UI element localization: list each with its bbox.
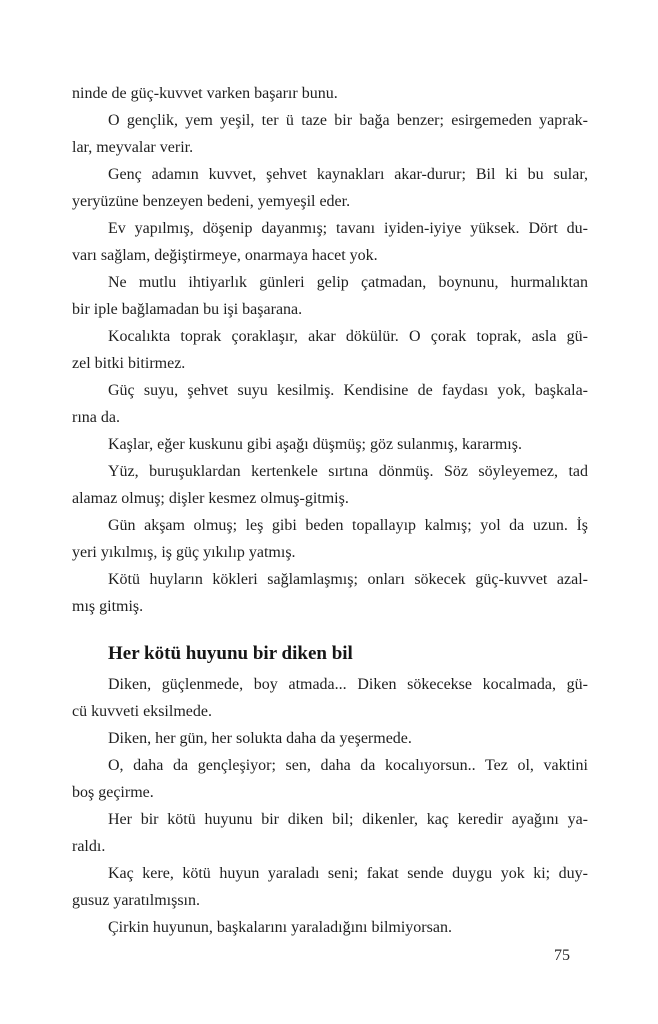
paragraph xyxy=(72,161,588,215)
text-line: varı sağlam, değiştirmeye, onarmaya hacet yok. xyxy=(72,247,378,264)
text-line: gusuz yaratılmışsın. xyxy=(72,892,200,909)
text-line: alamaz olmuş; dişler kesmez olmuş-gitmiş. xyxy=(72,490,349,507)
paragraph xyxy=(72,752,588,806)
text-line: Genç adamın kuvvet, şehvet kaynakları akar-durur; Bil ki bu sular, xyxy=(108,166,588,183)
text-line: lar, meyvalar verir. xyxy=(72,139,194,156)
text-line: O gençlik, yem yeşil, ter ü taze bir bağa benzer; esirgemeden yaprak- xyxy=(108,112,588,129)
text-line: cü kuvveti eksilmede. xyxy=(72,703,212,720)
text-line: Gün akşam olmuş; leş gibi beden topallayıp kalmış; yol da uzun. İş xyxy=(108,517,588,534)
paragraph xyxy=(72,566,588,620)
section-heading: Her kötü huyunu bir diken bil xyxy=(108,643,353,664)
text-block xyxy=(72,80,588,941)
text-line: Diken, her gün, her solukta daha da yeşermede. xyxy=(108,730,412,747)
text-line: mış gitmiş. xyxy=(72,598,144,615)
paragraph xyxy=(72,269,588,323)
text-line: Güç suyu, şehvet suyu kesilmiş. Kendisine de faydası yok, başkala- xyxy=(108,382,588,399)
paragraph xyxy=(72,725,588,752)
text-line: rına da. xyxy=(72,409,120,426)
paragraph xyxy=(72,323,588,377)
paragraph xyxy=(72,215,588,269)
paragraph xyxy=(72,377,588,431)
paragraph xyxy=(72,914,588,941)
text-line: O, daha da gençleşiyor; sen, daha da kocalıyorsun.. Tez ol, vaktini xyxy=(108,757,588,774)
paragraph xyxy=(72,671,588,725)
paragraph xyxy=(72,431,588,458)
text-line: Yüz, buruşuklardan kertenkele sırtına dönmüş. Söz söyleyemez, tad xyxy=(108,463,588,480)
text-line: Her bir kötü huyunu bir diken bil; dikenler, kaç keredir ayağını ya- xyxy=(108,811,588,828)
text-line: Kaç kere, kötü huyun yaraladı seni; fakat sende duygu yok ki; duy- xyxy=(108,865,588,882)
page-number: 75 xyxy=(554,947,570,964)
text-line: Kötü huyların kökleri sağlamlaşmış; onları sökecek güç-kuvvet azal- xyxy=(108,571,588,588)
text-line: Kocalıkta toprak çoraklaşır, akar dökülür. O çorak toprak, asla gü- xyxy=(108,328,588,345)
text-line: Ne mutlu ihtiyarlık günleri gelip çatmadan, boynunu, hurmalıktan xyxy=(108,274,588,291)
paragraph xyxy=(72,107,588,161)
text-line: boş geçirme. xyxy=(72,784,154,801)
text-line: Çirkin huyunun, başkalarını yaraladığını bilmiyorsan. xyxy=(108,919,452,936)
text-line: zel bitki bitirmez. xyxy=(72,355,186,372)
text-line: raldı. xyxy=(72,838,106,855)
text-line: yeri yıkılmış, iş güç yıkılıp yatmış. xyxy=(72,544,296,561)
text-line: Ev yapılmış, döşenip dayanmış; tavanı iyiden-iyiye yüksek. Dört du- xyxy=(108,220,588,237)
paragraph-continuation xyxy=(72,80,588,107)
paragraph xyxy=(72,806,588,860)
paragraph xyxy=(72,458,588,512)
text-line: bir iple bağlamadan bu işi başarana. xyxy=(72,301,303,318)
text-line: yeryüzüne benzeyen bedeni, yemyeşil eder. xyxy=(72,193,351,210)
paragraph xyxy=(72,860,588,914)
text-line: ninde de güç-kuvvet varken başarır bunu. xyxy=(72,85,338,102)
text-line: Kaşlar, eğer kuskunu gibi aşağı düşmüş; göz sulanmış, kararmış. xyxy=(108,436,522,453)
paragraph xyxy=(72,512,588,566)
text-line: Diken, güçlenmede, boy atmada... Diken sökecekse kocalmada, gü- xyxy=(108,676,588,693)
